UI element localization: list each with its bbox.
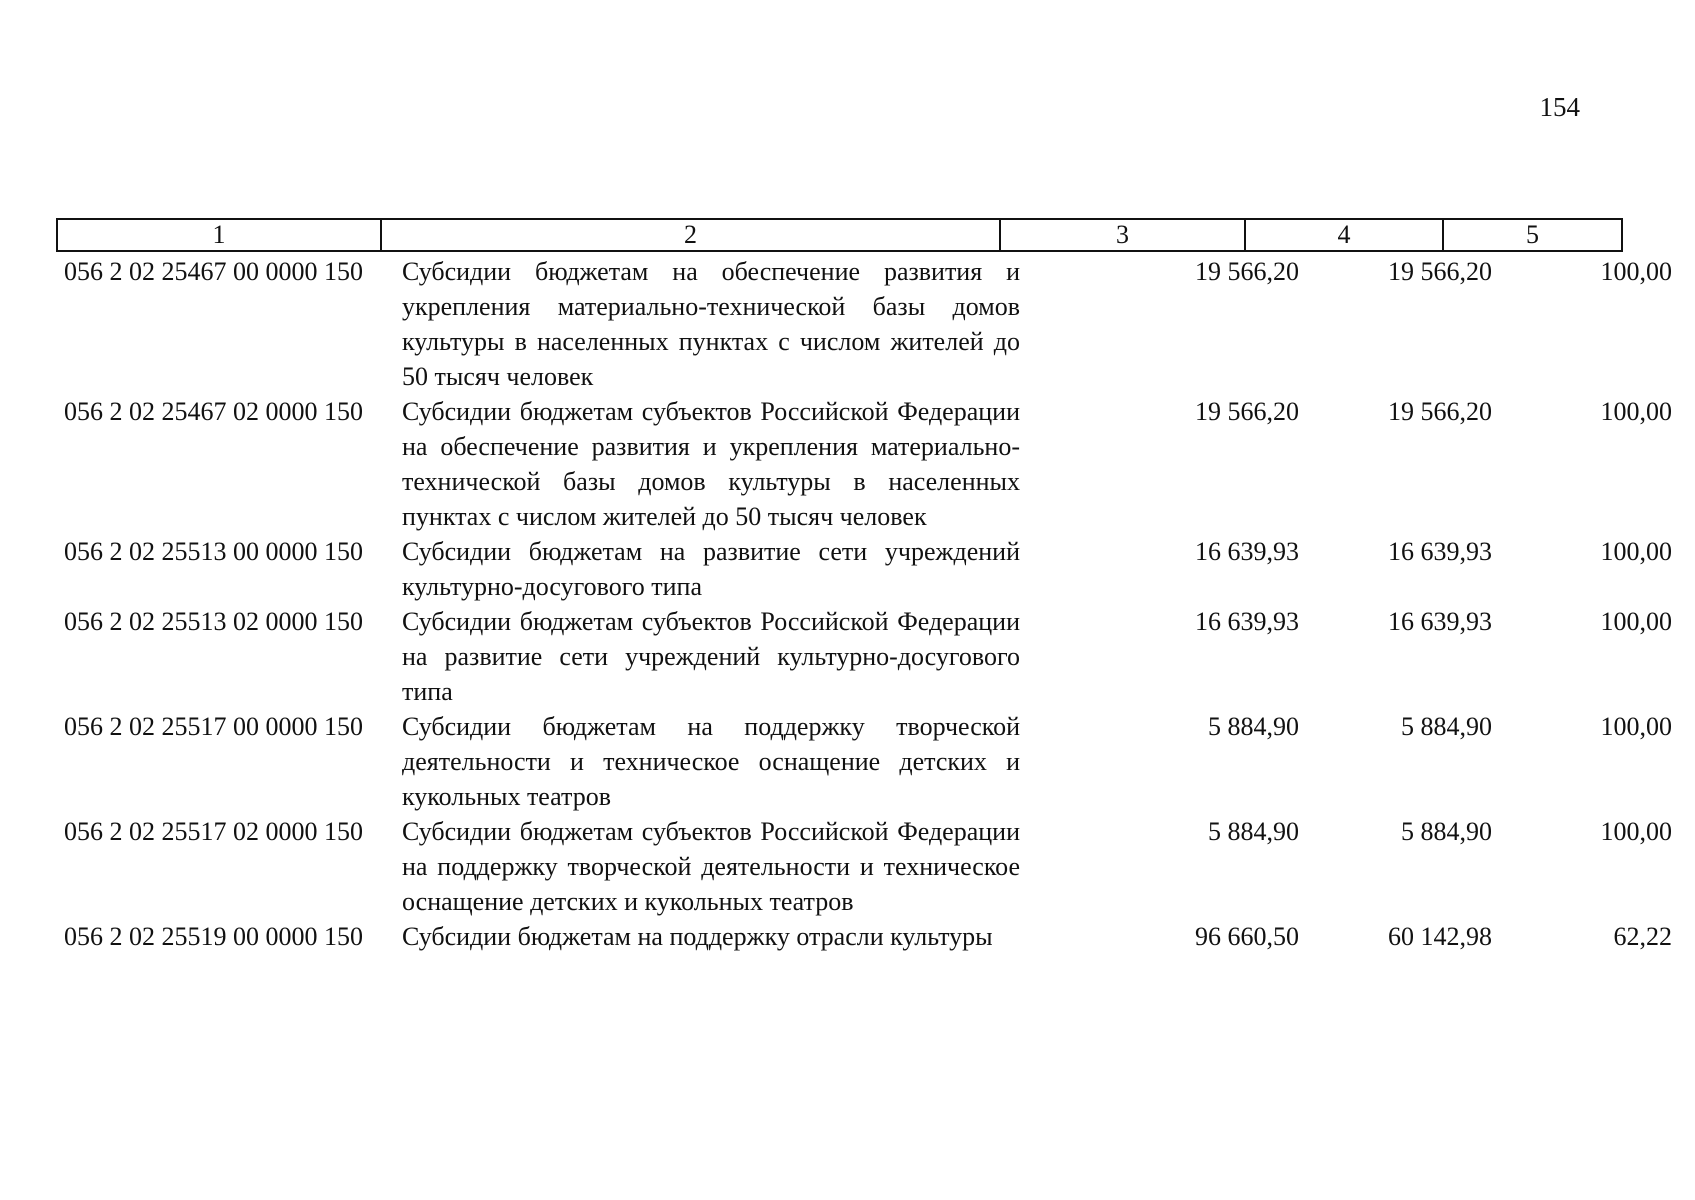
income-name: Субсидии бюджетам субъектов Российской Федерации на развитие сети учреждений культурно-досугового типа bbox=[402, 607, 1020, 706]
value-col-5: 100,00 bbox=[1600, 397, 1672, 426]
value-col-5: 100,00 bbox=[1600, 607, 1672, 636]
budget-code: 056 2 02 25519 00 0000 150 bbox=[64, 922, 363, 951]
table-row bbox=[56, 394, 1672, 534]
value-col-4: 5 884,90 bbox=[1401, 712, 1492, 741]
value-col-3: 96 660,50 bbox=[1195, 922, 1299, 951]
income-name: Субсидии бюджетам на развитие сети учреждений культурно-досугового типа bbox=[402, 537, 1020, 601]
value-col-4: 16 639,93 bbox=[1388, 537, 1492, 566]
table-header bbox=[56, 218, 1623, 252]
table-row bbox=[56, 254, 1672, 394]
budget-code: 056 2 02 25513 00 0000 150 bbox=[64, 537, 363, 566]
table-row bbox=[56, 814, 1672, 919]
table-row bbox=[56, 919, 1672, 954]
income-name: Субсидии бюджетам на поддержку творческой деятельности и техническое оснащение детских и кукольных театров bbox=[402, 712, 1020, 811]
table-row bbox=[56, 604, 1672, 709]
column-header-1: 1 bbox=[57, 219, 381, 251]
value-col-5: 100,00 bbox=[1600, 817, 1672, 846]
value-col-4: 5 884,90 bbox=[1401, 817, 1492, 846]
income-name: Субсидии бюджетам субъектов Российской Федерации на обеспечение развития и укрепления материально-технической базы домов культуры в населенных пунктах с числом жителей до 50 тысяч человек bbox=[402, 397, 1020, 531]
table-body bbox=[56, 254, 1672, 954]
value-col-3: 5 884,90 bbox=[1208, 817, 1299, 846]
budget-code: 056 2 02 25517 02 0000 150 bbox=[64, 817, 363, 846]
table-row bbox=[56, 709, 1672, 814]
table-row bbox=[56, 534, 1672, 604]
value-col-3: 16 639,93 bbox=[1195, 537, 1299, 566]
column-header-2: 2 bbox=[381, 219, 1000, 251]
value-col-3: 19 566,20 bbox=[1195, 397, 1299, 426]
value-col-4: 16 639,93 bbox=[1388, 607, 1492, 636]
income-name: Субсидии бюджетам на обеспечение развития и укрепления материально-технической базы домов культуры в населенных пунктах с числом жителей до 50 тысяч человек bbox=[402, 257, 1020, 391]
column-header-3: 3 bbox=[1000, 219, 1245, 251]
budget-code: 056 2 02 25517 00 0000 150 bbox=[64, 712, 363, 741]
income-name: Субсидии бюджетам субъектов Российской Федерации на поддержку творческой деятельности и техническое оснащение детских и кукольных театров bbox=[402, 817, 1020, 916]
value-col-3: 16 639,93 bbox=[1195, 607, 1299, 636]
value-col-5: 100,00 bbox=[1600, 537, 1672, 566]
value-col-5: 62,22 bbox=[1613, 922, 1672, 951]
budget-code: 056 2 02 25467 00 0000 150 bbox=[64, 257, 363, 286]
value-col-3: 5 884,90 bbox=[1208, 712, 1299, 741]
value-col-3: 19 566,20 bbox=[1195, 257, 1299, 286]
budget-code: 056 2 02 25513 02 0000 150 bbox=[64, 607, 363, 636]
budget-code: 056 2 02 25467 02 0000 150 bbox=[64, 397, 363, 426]
page-number: 154 bbox=[1539, 92, 1580, 122]
value-col-5: 100,00 bbox=[1600, 257, 1672, 286]
column-header-4: 4 bbox=[1245, 219, 1443, 251]
value-col-4: 19 566,20 bbox=[1388, 397, 1492, 426]
value-col-5: 100,00 bbox=[1600, 712, 1672, 741]
value-col-4: 60 142,98 bbox=[1388, 922, 1492, 951]
income-name: Субсидии бюджетам на поддержку отрасли культуры bbox=[402, 922, 993, 951]
value-col-4: 19 566,20 bbox=[1388, 257, 1492, 286]
column-header-5: 5 bbox=[1443, 219, 1622, 251]
